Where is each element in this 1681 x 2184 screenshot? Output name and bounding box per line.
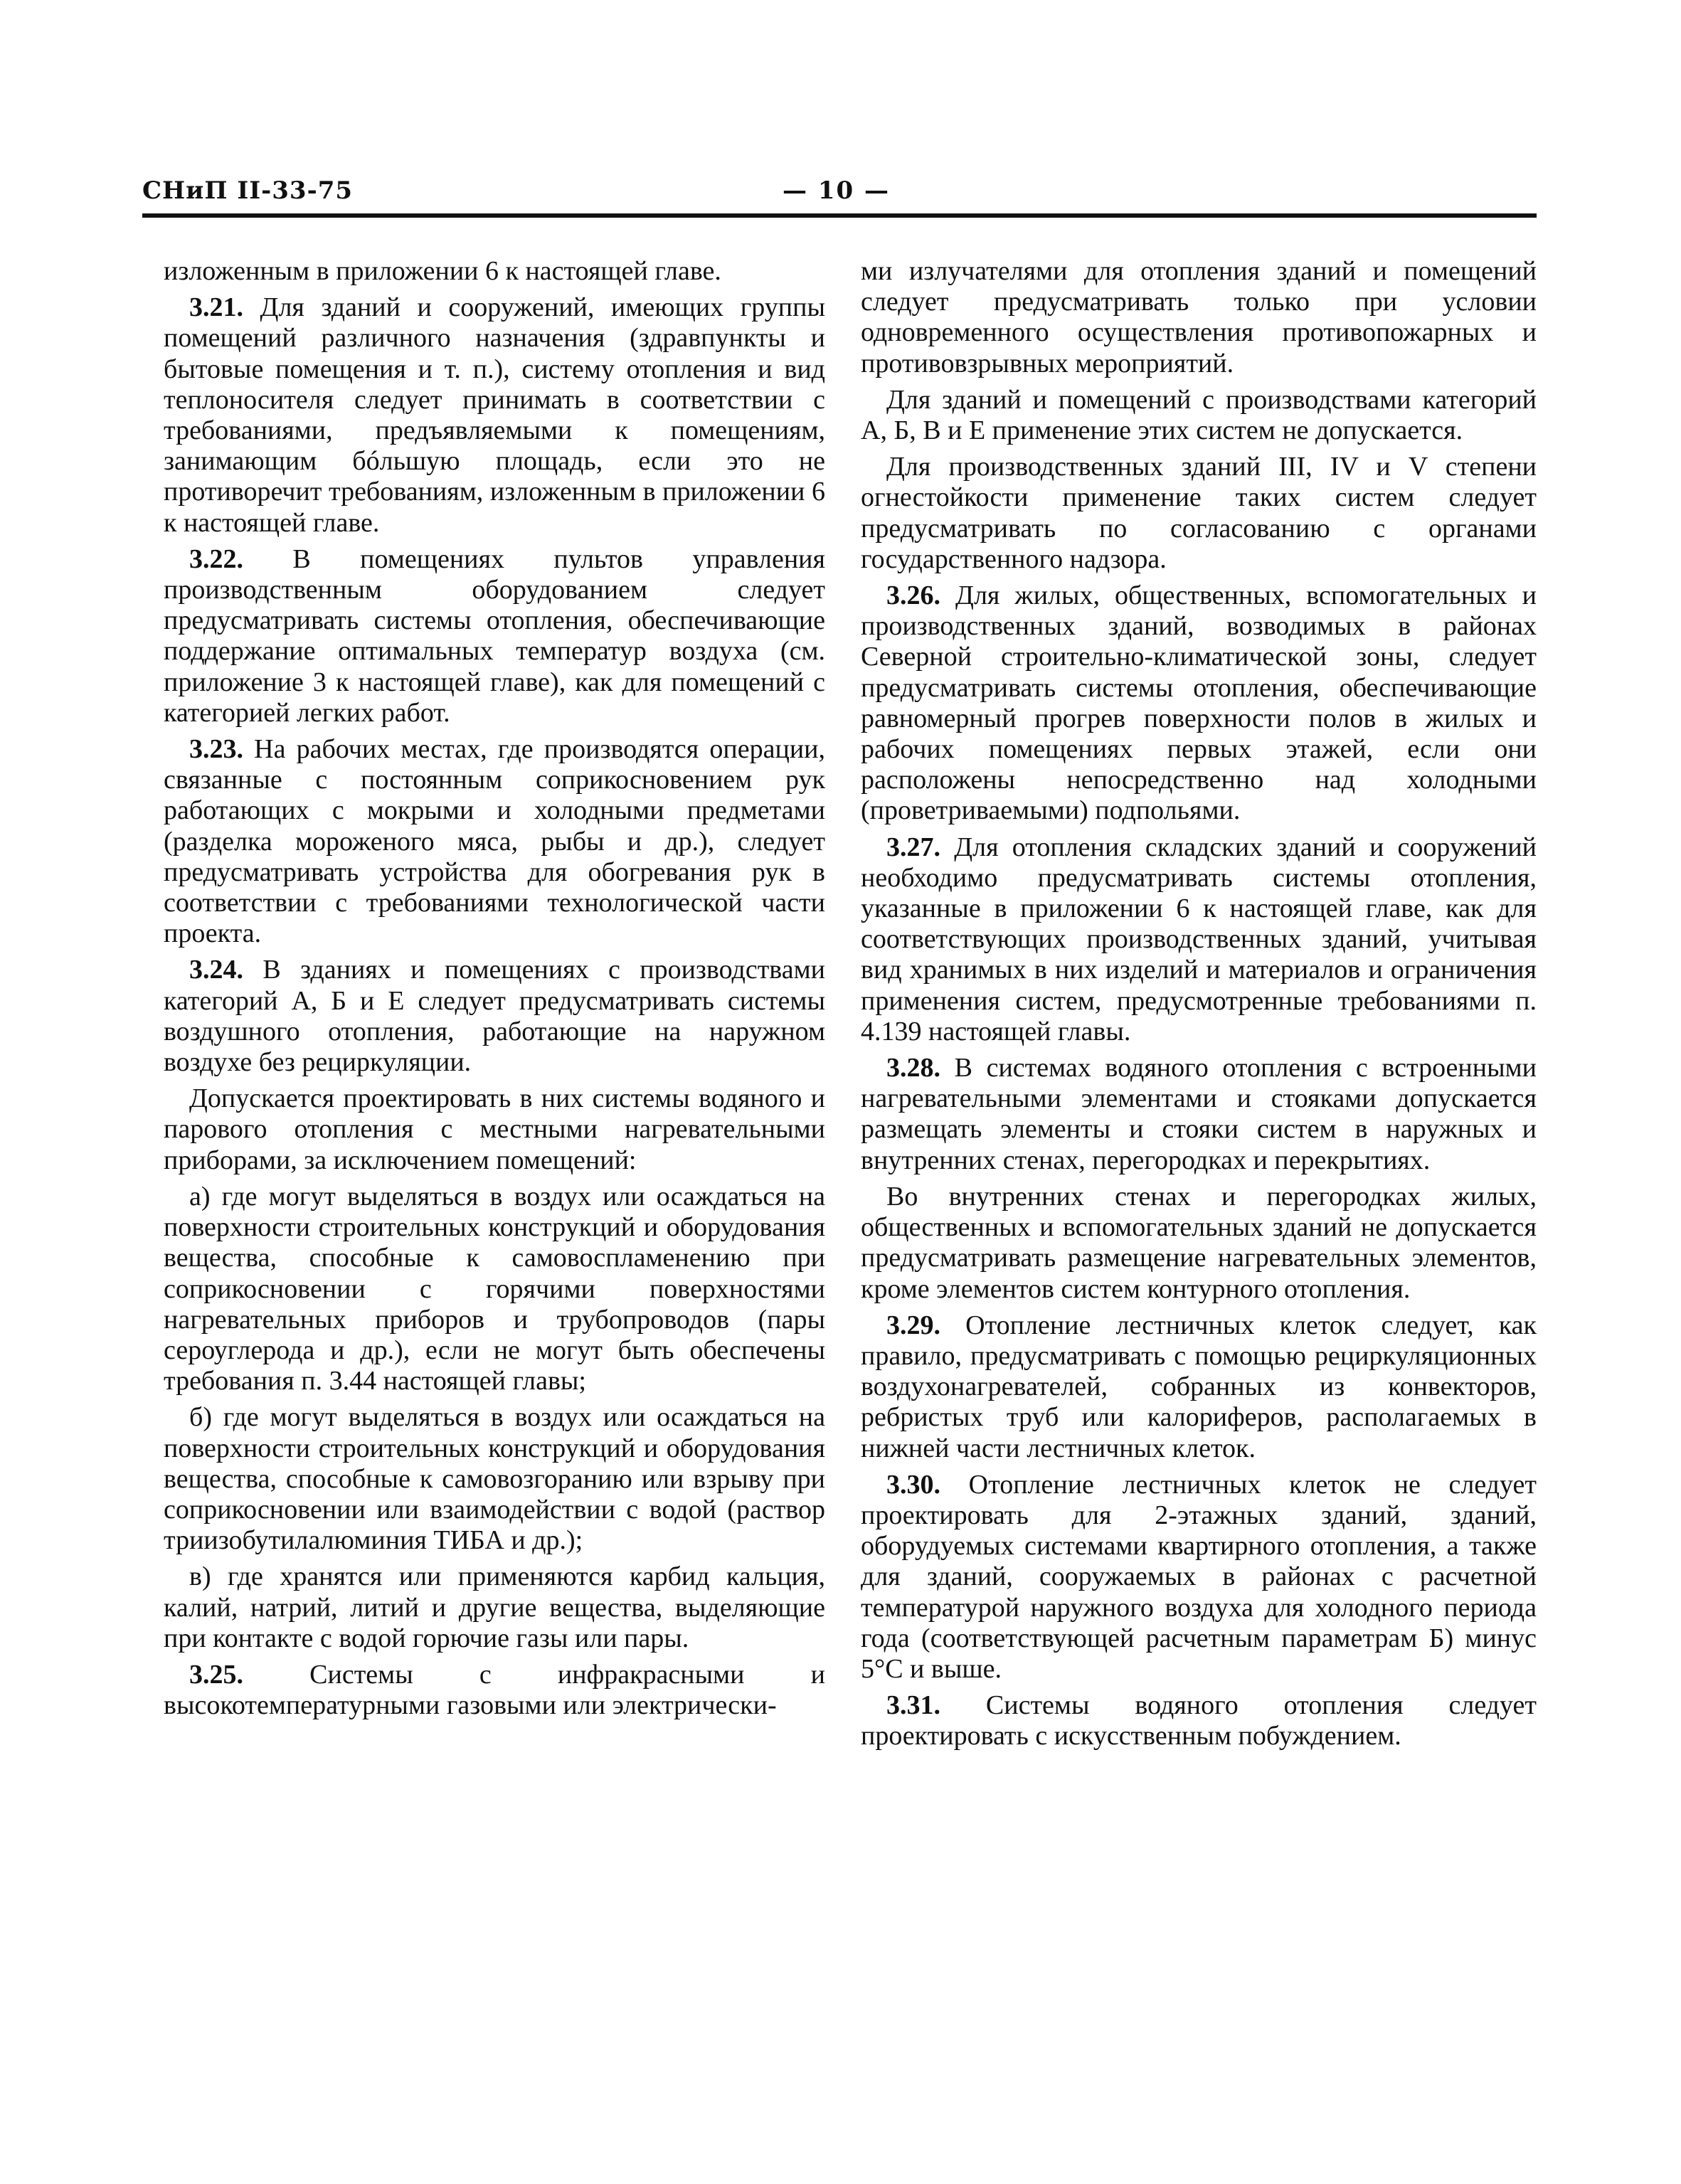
paragraph-text: б) где могут выделяться в воздух или осаждаться на поверхности строительных конструкций и оборудования вещества, способные к самовозгоранию или взрыву при соприкосновении или взаимодействии с водой (раствор триизобутилалюминия ТИБА и др.); bbox=[164, 1402, 825, 1556]
paragraph-text: Системы водяного отопления следует проектировать с искусственным побуждением. bbox=[861, 1690, 1537, 1751]
clause-paragraph bbox=[861, 1470, 1537, 1685]
page-number: — 10 — bbox=[783, 176, 890, 205]
clause-paragraph bbox=[861, 1310, 1537, 1464]
document-code: СНиП II-33-75 bbox=[142, 176, 354, 205]
clause-paragraph bbox=[164, 544, 825, 728]
text-paragraph bbox=[861, 1182, 1537, 1305]
paragraph-text: изложенным в приложении 6 к настоящей главе. bbox=[164, 256, 721, 286]
clause-number: 3.27. bbox=[886, 832, 940, 862]
paragraph-text: Для жилых, общественных, вспомогательных и производственных зданий, возводимых в районах Северной строительно-климатической зоны, следует предусматривать системы отопления, обеспечивающие равномерный прогрев поверхности полов в жилых и рабочих помещениях первых этажей, если они расположены непосредственно над холодными (проветриваемыми) подпольями. bbox=[861, 581, 1537, 826]
clause-number: 3.31. bbox=[886, 1690, 940, 1721]
clause-paragraph bbox=[164, 955, 825, 1078]
paragraph-text: В системах водяного отопления с встроенными нагревательными элементами и стояками допускается размещать элементы и стояки систем в наружных и внутренних стенах, перегородках и перекрытиях. bbox=[861, 1053, 1537, 1175]
text-paragraph bbox=[164, 1083, 825, 1176]
paragraph-text: Отопление лестничных клеток следует, как правило, предусматривать с помощью рециркуляционных воздухонагревателей, собранных из конвекторов, ребристых труб или калориферов, располагаемых в нижней части лестничных клеток. bbox=[861, 1310, 1537, 1463]
clause-number: 3.28. bbox=[886, 1053, 940, 1083]
clause-number: 3.23. bbox=[189, 734, 243, 765]
clause-number: 3.24. bbox=[189, 955, 243, 985]
text-paragraph bbox=[164, 256, 825, 287]
clause-paragraph bbox=[164, 734, 825, 949]
paragraph-text: В помещениях пультов управления производственным оборудованием следует предусматривать системы отопления, обеспечивающие поддержание оптимальных температур воздуха (см. приложение 3 к настоящей главе), как для помещений с категорией легких работ. bbox=[164, 544, 825, 728]
paragraph-text: Для отопления складских зданий и сооружений необходимо предусматривать системы отопления, указанные в приложении 6 к настоящей главе, как для соответствующих производственных зданий, учитывая вид хранимых в них изделий и материалов и ограничения применения систем, предусмотренные требованиями п. 4.139 настоящей главы. bbox=[861, 832, 1537, 1046]
clause-paragraph bbox=[861, 832, 1537, 1047]
text-paragraph bbox=[861, 385, 1537, 446]
clause-number: 3.29. bbox=[886, 1310, 940, 1340]
header-rule bbox=[142, 213, 1537, 218]
clause-number: 3.26. bbox=[886, 581, 940, 611]
clause-number: 3.22. bbox=[189, 544, 243, 574]
paragraph-text: На рабочих местах, где производятся операции, связанные с постоянным соприкосновением рук работающих с мокрыми и холодными предметами (разделка мороженого мяса, рыбы и др.), следует предусматривать устройства для обогревания рук в соответствии с требованиями технологической части проекта. bbox=[164, 734, 825, 949]
text-paragraph bbox=[164, 1182, 825, 1396]
text-paragraph bbox=[861, 256, 1537, 379]
text-paragraph bbox=[164, 1402, 825, 1556]
clause-number: 3.25. bbox=[189, 1659, 243, 1690]
clause-paragraph bbox=[861, 1690, 1537, 1751]
clause-number: 3.21. bbox=[189, 292, 243, 323]
clause-paragraph bbox=[164, 292, 825, 539]
clause-paragraph bbox=[861, 1053, 1537, 1176]
paragraph-text: Для зданий и сооружений, имеющих группы помещений различного назначения (здравпункты и бытовые помещения и т. п.), систему отопления и вид теплоносителя следует принимать в соответствии с требованиями, предъявляемыми к помещениям, занимающим бóльшую площадь, если это не противоречит требованиям, изложенным в приложении 6 к настоящей главе. bbox=[164, 292, 825, 538]
clause-number: 3.30. bbox=[886, 1469, 940, 1500]
clause-paragraph bbox=[861, 581, 1537, 827]
paragraph-text: Во внутренних стенах и перегородках жилых, общественных и вспомогательных зданий не допускается предусматривать размещение нагревательных элементов, кроме элементов систем контурного отопления. bbox=[861, 1181, 1537, 1304]
paragraph-text: в) где хранятся или применяются карбид кальция, калий, натрий, литий и другие вещества, выделяющие при контакте с водой горючие газы или пары. bbox=[164, 1562, 825, 1653]
paragraph-text: Отопление лестничных клеток не следует проектировать для 2-этажных зданий, зданий, оборудуемых системами квартирного отопления, а также для зданий, сооружаемых в районах с расчетной температурой наружного воздуха для холодного периода года (соответствующей расчетным параметрам Б) минус 5°С и выше. bbox=[861, 1469, 1537, 1684]
paragraph-text: Для зданий и помещений с производствами категорий А, Б, В и Е применение этих систем не допускается. bbox=[861, 384, 1537, 446]
paragraph-text: Допускается проектировать в них системы водяного и парового отопления с местными нагревательными приборами, за исключением помещений: bbox=[164, 1083, 825, 1175]
left-text-column bbox=[164, 256, 825, 1727]
text-paragraph bbox=[164, 1562, 825, 1654]
clause-paragraph bbox=[164, 1660, 825, 1721]
right-text-column bbox=[861, 256, 1537, 1758]
text-paragraph bbox=[861, 452, 1537, 575]
paragraph-text: В зданиях и помещениях с производствами категорий А, Б и Е следует предусматривать системы воздушного отопления, работающие на наружном воздухе без рециркуляции. bbox=[164, 955, 825, 1078]
paragraph-text: Для производственных зданий III, IV и V степени огнестойкости применение таких систем следует предусматривать по согласованию с органами государственного надзора. bbox=[861, 452, 1537, 574]
running-header bbox=[142, 176, 1537, 216]
paragraph-text: Системы с инфракрасными и высокотемпературными газовыми или электрически- bbox=[164, 1659, 825, 1721]
paragraph-text: а) где могут выделяться в воздух или осаждаться на поверхности строительных конструкций и оборудования вещества, способные к самовоспламенению при соприкосновении с горячими поверхностями нагревательных приборов и трубопроводов (пары сероуглерода и др.), если не могут быть обеспечены требования п. 3.44 настоящей главы; bbox=[164, 1181, 825, 1396]
paragraph-text: ми излучателями для отопления зданий и помещений следует предусматривать только при условии одновременного осуществления противопожарных и противовзрывных мероприятий. bbox=[861, 256, 1537, 378]
